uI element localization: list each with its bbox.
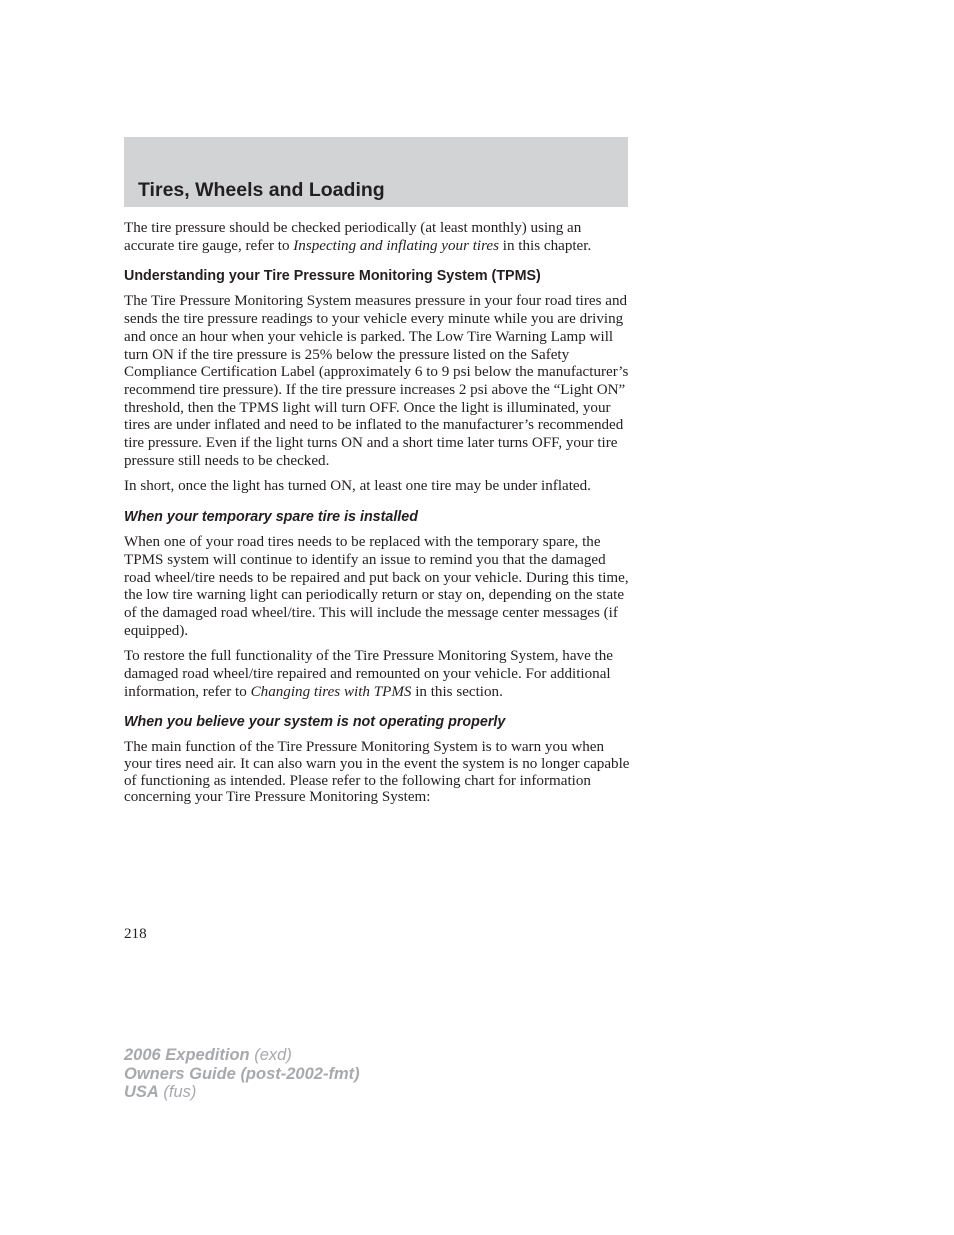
page-number: 218: [124, 926, 147, 942]
spare-tire-heading: When your temporary spare tire is installed: [124, 509, 418, 526]
footer-market-code: (fus): [158, 1083, 197, 1102]
spare-tire-reference: Changing tires with TPMS: [250, 683, 412, 700]
footer-line-3: [124, 1083, 360, 1102]
intro-text-end: in this chapter.: [499, 237, 592, 254]
footer-line-2: [124, 1065, 360, 1084]
intro-reference: Inspecting and inflating your tires: [293, 237, 499, 254]
malfunction-heading: When you believe your system is not operating properly: [124, 714, 506, 731]
intro-paragraph: [124, 220, 630, 255]
footer-line-1: [124, 1046, 360, 1065]
spare-tire-paragraph-1: When one of your road tires needs to be replaced with the temporary spare, the TPMS system will continue to identify an issue to remind you that the damaged road wheel/tire needs to be repaired and put back on your vehicle. During this time, the low tire warning light can periodically return or stay on, depending on the state of the damaged road wheel/tire. This will include the message center messages (if equipped).: [124, 534, 629, 639]
tpms-paragraph-2: In short, once the light has turned ON, at least one tire may be under inflated.: [124, 478, 591, 495]
spare-tire-paragraph-2: [124, 648, 630, 701]
intro-text: The tire pressure should be checked periodically (at least monthly) using an accurate tire gauge, refer to: [124, 220, 582, 254]
tpms-heading: Understanding your Tire Pressure Monitoring System (TPMS): [124, 268, 541, 285]
footer-model: 2006 Expedition: [124, 1046, 250, 1064]
malfunction-paragraph: The main function of the Tire Pressure Monitoring System is to warn you when your tires need air. It can also warn you in the event the system is no longer capable of functioning as intended. Please refer to the following chart for information concerning your Tire Pressure Monitoring System:: [124, 739, 630, 806]
footer-guide: Owners Guide (post-2002-fmt): [124, 1064, 360, 1083]
section-header-band: [124, 137, 628, 207]
footer-model-code: (exd): [249, 1046, 292, 1064]
spare-tire-text-end: in this section.: [411, 683, 503, 700]
tpms-paragraph-1: The Tire Pressure Monitoring System measures pressure in your four road tires and sends the tire pressure readings to your vehicle every minute while you are driving and once an hour when your vehicle is parked. The Low Tire Warning Lamp will turn ON if the tire pressure is 25% below the pressure listed on the Safety Compliance Certification Label (approximately 6 to 9 psi below the manufacturer’s recommend tire pressure). If the tire pressure increases 2 psi above the “Light ON” threshold, then the TPMS light will turn OFF. Once the light is illuminated, your tires are under inflated and need to be inflated to the manufacturer’s recommended tire pressure. Even if the light turns ON and a short time later turns OFF, your tire pressure still needs to be checked.: [124, 293, 629, 469]
page-content: [124, 220, 630, 814]
section-title: Tires, Wheels and Loading: [138, 179, 385, 201]
footer-market: USA: [124, 1083, 159, 1102]
document-footer: [124, 1046, 360, 1102]
spare-tire-text: To restore the full functionality of the Tire Pressure Monitoring System, have the damaged road wheel/tire repaired and remounted on your vehicle. For additional information, refer to: [124, 648, 613, 700]
